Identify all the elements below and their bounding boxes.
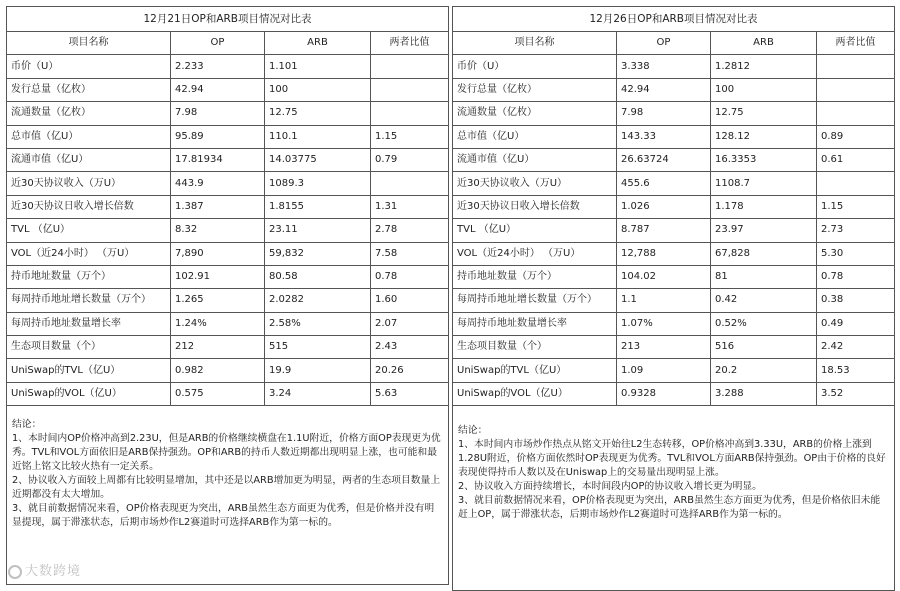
table-row — [7, 336, 449, 359]
table-cell: 20.2 — [711, 359, 817, 382]
table-cell: 26.63724 — [617, 148, 711, 171]
table-cell: 2.07 — [371, 312, 449, 335]
table-cell: UniSwap的TVL（亿U） — [453, 359, 617, 382]
column-header: ARB — [265, 32, 371, 55]
table-cell: 80.58 — [265, 265, 371, 288]
watermark-logo-icon — [8, 565, 22, 579]
right-comparison-panel — [452, 6, 895, 591]
table-cell: 2.0282 — [265, 289, 371, 312]
conclusion-paragraph: 1、本时间内市场炒作热点从铭文开始往L2生态转移，OP价格冲高到3.33U，ARB的价格上涨到1.28U附近，价格方面依然时OP表现更为优秀。TVL和VOL方面ARB保持强劲。OP由于价格的良好表现使得持币人数以及在Uniswap上的交易量出现明显上涨。 — [458, 439, 886, 479]
table-cell: 1089.3 — [265, 172, 371, 195]
table-row — [7, 219, 449, 242]
table-cell: 1.8155 — [265, 195, 371, 218]
table-cell: 59,832 — [265, 242, 371, 265]
table-cell: 每周持币地址增长数量（万个） — [7, 289, 171, 312]
column-header: 项目名称 — [453, 32, 617, 55]
table-row — [453, 55, 895, 78]
table-cell: 持币地址数量（万个） — [7, 265, 171, 288]
table-cell: 516 — [711, 336, 817, 359]
table-cell: 1.2812 — [711, 55, 817, 78]
table-cell: 0.49 — [817, 312, 895, 335]
table-cell: 95.89 — [171, 125, 265, 148]
table-row — [7, 172, 449, 195]
table-cell: 生态项目数量（个） — [453, 336, 617, 359]
table-cell: 104.02 — [617, 265, 711, 288]
table-cell — [371, 55, 449, 78]
table-cell: 1.387 — [171, 195, 265, 218]
table-cell: UniSwap的VOL（亿U） — [453, 382, 617, 405]
table-cell: 19.9 — [265, 359, 371, 382]
left-comparison-panel — [6, 6, 449, 585]
table-cell: 81 — [711, 265, 817, 288]
table-cell: 持币地址数量（万个） — [453, 265, 617, 288]
column-header: 项目名称 — [7, 32, 171, 55]
table-cell: 515 — [265, 336, 371, 359]
table-cell: 16.3353 — [711, 148, 817, 171]
table-cell: 2.42 — [817, 336, 895, 359]
table-title: 12月21日OP和ARB项目情况对比表 — [7, 7, 449, 32]
table-cell: 7.98 — [171, 102, 265, 125]
table-cell: 1.178 — [711, 195, 817, 218]
table-row — [453, 219, 895, 242]
conclusion-row — [7, 406, 449, 585]
table-cell: UniSwap的TVL（亿U） — [7, 359, 171, 382]
table-cell: TVL （亿U） — [453, 219, 617, 242]
table-cell: 67,828 — [711, 242, 817, 265]
table-row — [7, 382, 449, 405]
table-cell: 2.233 — [171, 55, 265, 78]
table-cell: 12.75 — [265, 102, 371, 125]
conclusion-paragraph: 2、协议收入方面较上周都有比较明显增加，其中还是以ARB增加更为明显，两者的生态项目数量上近期都没有太大增加。 — [12, 475, 441, 501]
table-row — [453, 195, 895, 218]
table-title-row — [453, 7, 895, 32]
conclusion-cell — [453, 406, 895, 591]
table-row — [453, 172, 895, 195]
table-cell: 7.58 — [371, 242, 449, 265]
table-cell: 143.33 — [617, 125, 711, 148]
watermark — [8, 560, 81, 579]
table-row — [7, 242, 449, 265]
table-row — [7, 55, 449, 78]
table-cell: 212 — [171, 336, 265, 359]
table-cell: 1.60 — [371, 289, 449, 312]
table-cell: 2.43 — [371, 336, 449, 359]
table-row — [7, 359, 449, 382]
table-cell: 0.42 — [711, 289, 817, 312]
table-cell: 总市值（亿U） — [7, 125, 171, 148]
table-cell: 流通数量（亿枚） — [7, 102, 171, 125]
table-cell — [817, 102, 895, 125]
table-row — [453, 125, 895, 148]
table-cell: 发行总量（亿枚） — [453, 78, 617, 101]
table-cell: 100 — [711, 78, 817, 101]
table-row — [7, 148, 449, 171]
table-cell — [817, 55, 895, 78]
table-cell: 1.09 — [617, 359, 711, 382]
table-cell: 2.78 — [371, 219, 449, 242]
table-cell: 每周持币地址数量增长率 — [7, 312, 171, 335]
table-cell: 1.026 — [617, 195, 711, 218]
table-cell: 0.89 — [817, 125, 895, 148]
table-cell: 12.75 — [711, 102, 817, 125]
table-cell: 3.24 — [265, 382, 371, 405]
table-cell: 455.6 — [617, 172, 711, 195]
table-cell: 流通数量（亿枚） — [453, 102, 617, 125]
table-cell: 2.58% — [265, 312, 371, 335]
table-row — [453, 78, 895, 101]
table-cell: 流通市值（亿U） — [7, 148, 171, 171]
table-row — [7, 289, 449, 312]
table-row — [453, 102, 895, 125]
table-cell: 0.52% — [711, 312, 817, 335]
conclusion-paragraph: 结论： — [12, 419, 42, 431]
table-cell: 18.53 — [817, 359, 895, 382]
table-cell: 8.32 — [171, 219, 265, 242]
table-cell: 0.38 — [817, 289, 895, 312]
column-header: 两者比值 — [817, 32, 895, 55]
table-cell: 0.575 — [171, 382, 265, 405]
table-row — [7, 195, 449, 218]
watermark-text: 大数跨境 — [25, 564, 82, 579]
table-cell: 2.73 — [817, 219, 895, 242]
table-cell: 102.91 — [171, 265, 265, 288]
table-cell: 3.52 — [817, 382, 895, 405]
table-title: 12月26日OP和ARB项目情况对比表 — [453, 7, 895, 32]
table-cell — [371, 102, 449, 125]
table-cell: 0.78 — [371, 265, 449, 288]
table-row — [453, 289, 895, 312]
table-cell: 20.26 — [371, 359, 449, 382]
table-cell: 1.101 — [265, 55, 371, 78]
table-cell: 0.79 — [371, 148, 449, 171]
column-header: OP — [171, 32, 265, 55]
conclusion-paragraph: 1、本时间内OP价格冲高到2.23U，但是ARB的价格继续横盘在1.1U附近，价格方面OP表现更为优秀。TVL和VOL方面依旧是ARB保持强劲。OP和ARB的持币人数近期都出现明显上涨，也可能和最近铭上铭文比较火热有一定关系。 — [12, 433, 441, 473]
table-cell: 7.98 — [617, 102, 711, 125]
table-row — [453, 148, 895, 171]
table-cell: 近30天协议日收入增长倍数 — [7, 195, 171, 218]
table-header-row — [453, 32, 895, 55]
table-row — [7, 312, 449, 335]
table-cell: VOL（近24小时） （万U） — [7, 242, 171, 265]
table-cell: 12,788 — [617, 242, 711, 265]
table-cell: 23.11 — [265, 219, 371, 242]
conclusion-paragraph: 结论： — [458, 425, 488, 437]
table-cell: 1.15 — [817, 195, 895, 218]
table-row — [7, 265, 449, 288]
table-row — [453, 359, 895, 382]
table-cell: 流通市值（亿U） — [453, 148, 617, 171]
table-cell: 每周持币地址数量增长率 — [453, 312, 617, 335]
table-row — [453, 382, 895, 405]
table-cell: UniSwap的VOL（亿U） — [7, 382, 171, 405]
comparison-table — [452, 6, 895, 591]
table-cell: 生态项目数量（个） — [7, 336, 171, 359]
table-row — [453, 336, 895, 359]
table-cell: 3.338 — [617, 55, 711, 78]
table-cell: 1108.7 — [711, 172, 817, 195]
comparison-table — [6, 6, 449, 585]
table-cell: 42.94 — [617, 78, 711, 101]
table-row — [7, 102, 449, 125]
table-cell: 近30天协议收入（万U） — [7, 172, 171, 195]
table-cell: 0.61 — [817, 148, 895, 171]
table-cell: 23.97 — [711, 219, 817, 242]
table-cell: 发行总量（亿枚） — [7, 78, 171, 101]
table-row — [453, 265, 895, 288]
table-cell: 1.07% — [617, 312, 711, 335]
table-cell: 总市值（亿U） — [453, 125, 617, 148]
table-row — [7, 78, 449, 101]
conclusion-row — [453, 406, 895, 591]
table-cell: 每周持币地址增长数量（万个） — [453, 289, 617, 312]
table-cell: 7,890 — [171, 242, 265, 265]
table-cell: 币价（U） — [7, 55, 171, 78]
table-cell: 近30天协议收入（万U） — [453, 172, 617, 195]
conclusion-paragraph: 3、就目前数据情况来看，OP价格表现更为突出，ARB虽然生态方面更为优秀，但是价格依旧未能赶上OP，属于滞涨状态，后期市场炒作L2赛道时可选择ARB作为第一标的。 — [458, 495, 881, 521]
table-cell: 8.787 — [617, 219, 711, 242]
table-cell — [817, 78, 895, 101]
table-cell: 近30天协议日收入增长倍数 — [453, 195, 617, 218]
table-cell: 213 — [617, 336, 711, 359]
table-cell: 0.9328 — [617, 382, 711, 405]
conclusion-paragraph: 2、协议收入方面持续增长，本时间段内OP的协议收入增长更为明显。 — [458, 481, 762, 493]
table-cell: 0.982 — [171, 359, 265, 382]
table-title-row — [7, 7, 449, 32]
table-cell: 币价（U） — [453, 55, 617, 78]
table-row — [453, 312, 895, 335]
table-cell: 3.288 — [711, 382, 817, 405]
table-row — [7, 125, 449, 148]
table-cell — [371, 78, 449, 101]
conclusion-cell — [7, 406, 449, 585]
table-cell: 1.1 — [617, 289, 711, 312]
table-cell — [817, 172, 895, 195]
table-header-row — [7, 32, 449, 55]
column-header: 两者比值 — [371, 32, 449, 55]
column-header: OP — [617, 32, 711, 55]
table-cell: 5.63 — [371, 382, 449, 405]
table-cell: 1.24% — [171, 312, 265, 335]
table-cell: 1.265 — [171, 289, 265, 312]
table-cell: 443.9 — [171, 172, 265, 195]
table-cell: VOL（近24小时） （万U） — [453, 242, 617, 265]
table-cell: 110.1 — [265, 125, 371, 148]
table-cell: 5.30 — [817, 242, 895, 265]
table-cell: 128.12 — [711, 125, 817, 148]
table-cell: 0.78 — [817, 265, 895, 288]
table-cell: 1.31 — [371, 195, 449, 218]
conclusion-paragraph: 3、就目前数据情况来看，OP价格表现更为突出，ARB虽然生态方面更为优秀，但是价格并没有明显提现，属于滞涨状态，后期市场炒作L2赛道时可选择ARB作为第一标的。 — [12, 503, 435, 529]
table-row — [453, 242, 895, 265]
table-cell: TVL （亿U） — [7, 219, 171, 242]
table-cell — [371, 172, 449, 195]
table-cell: 1.15 — [371, 125, 449, 148]
column-header: ARB — [711, 32, 817, 55]
table-cell: 14.03775 — [265, 148, 371, 171]
table-cell: 42.94 — [171, 78, 265, 101]
table-cell: 100 — [265, 78, 371, 101]
table-cell: 17.81934 — [171, 148, 265, 171]
